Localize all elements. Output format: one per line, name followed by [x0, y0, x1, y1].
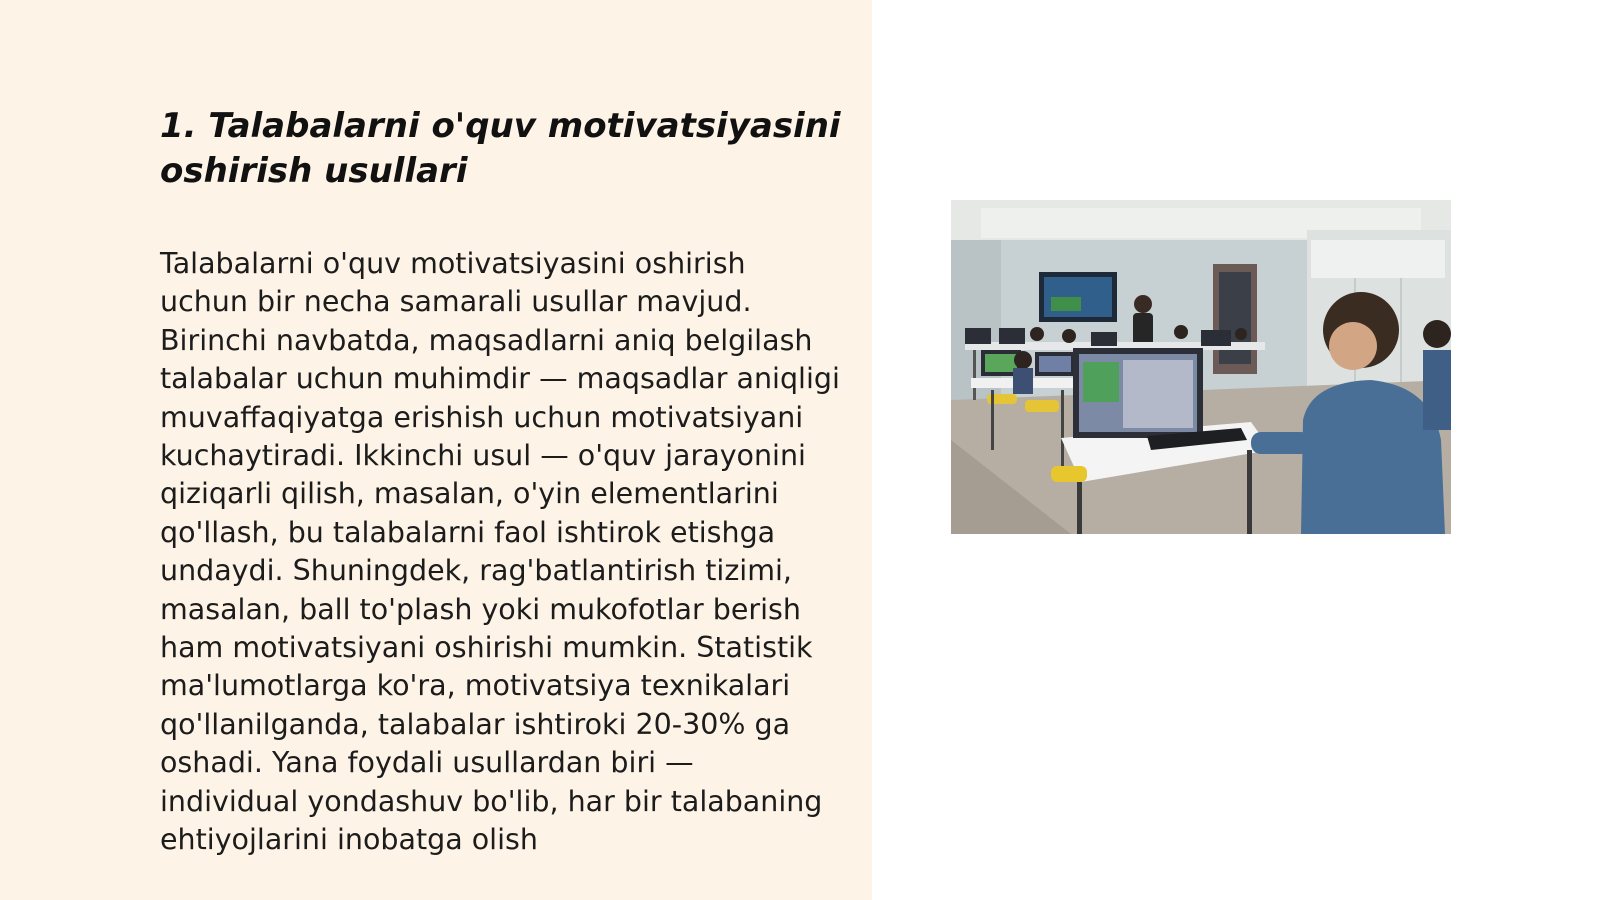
slide-title: 1. Talabalarni o'quv motivatsiyasini oshirish usullari [160, 106, 841, 191]
classroom-photo [951, 200, 1451, 534]
slide-body-text: Talabalarni o'quv motivatsiyasini oshirish uchun bir necha samarali usullar mavjud. Birinchi navbatda, maqsadlarni aniq belgilash talabalar uchun muhimdir — maqsadlar aniqligi muvaffaqiyatga erishish uchun motivatsiyani kuchaytiradi. Ikkinchi usul — o'quv jarayonini qiziqarli qilish, masalan, o'yin elementlarini qo'llash, bu talabalarni faol ishtirok etishga undaydi. Shuningdek, rag'batlantirish tizimi, masalan, ball to'plash yoki mukofotlar berish ham motivatsiyani oshirishi mumkin. Statistik ma'lumotlarga ko'ra, motivatsiya texnikalari qo'llanilganda, talabalar ishtiroki 20-30% ga oshadi. Yana foydali usullardan biri — individual yondashuv bo'lib, har bir talabaning ehtiyojlarini inobatga olish [160, 247, 840, 857]
